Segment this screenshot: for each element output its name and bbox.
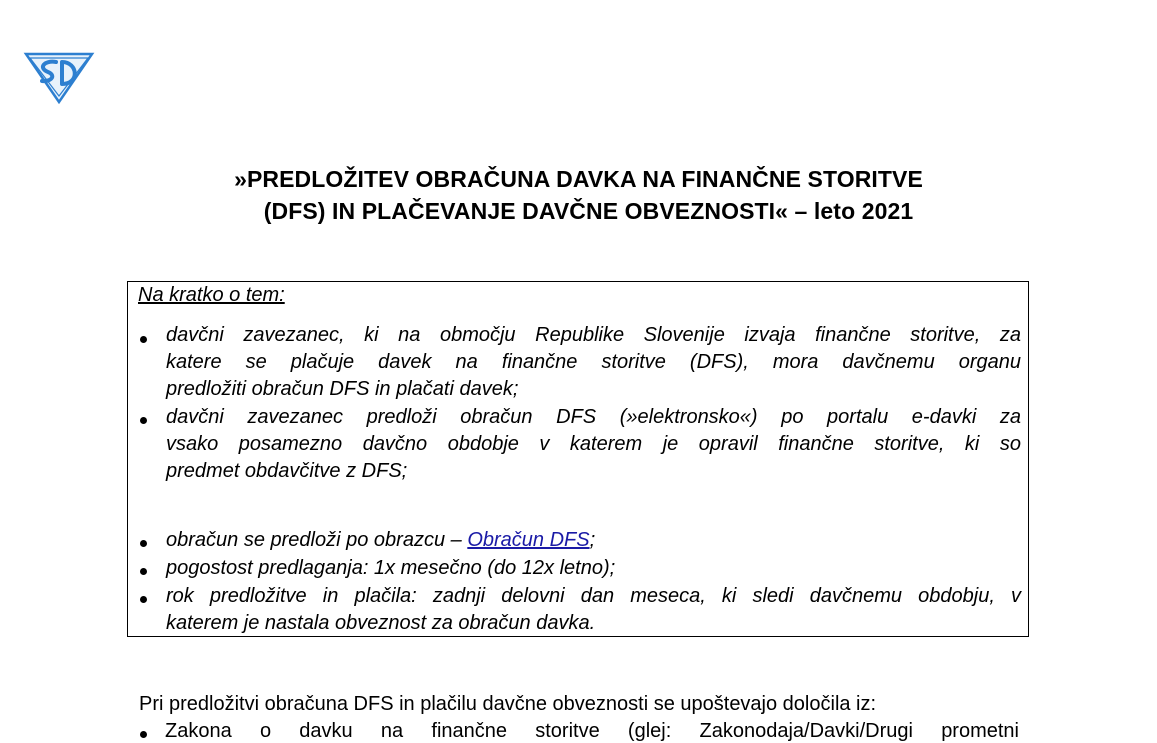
document-title-line-2: (DFS) IN PLAČEVANJE DAVČNE OBVEZNOSTI« – leto 2021 — [263, 198, 914, 224]
bullet-icon — [140, 336, 147, 343]
list-item: davčni zavezanec predloži obračun DFS (»elektronsko«) po portalu e-davki za vsako posamezno davčno obdobje v katerem je opravil finančne storitve, ki so predmet obdavčitve z DFS; — [166, 406, 1021, 482]
fursd-logo — [22, 50, 96, 104]
list-item: obračun se predloži po obrazcu – Obračun DFS; — [166, 529, 596, 551]
document-title-line-1: »PREDLOŽITEV OBRAČUNA DAVKA NA FINANČNE STORITVE — [234, 166, 923, 192]
bullet-icon — [140, 596, 147, 603]
list-item: rok predložitve in plačila: zadnji delovni dan meseca, ki sledi davčnemu obdobju, v katerem je nastala obveznost za obračun davka. — [166, 585, 1021, 634]
bullet-icon — [140, 568, 147, 575]
body-paragraph: Pri predložitvi obračuna DFS in plačilu davčne obveznosti se upoštevajo določila iz: — [139, 693, 877, 715]
summary-box — [127, 281, 1029, 637]
bullet-icon — [140, 417, 147, 424]
obracun-dfs-link[interactable]: Obračun DFS — [467, 529, 590, 551]
list-item: davčni zavezanec, ki na območju Republike Slovenije izvaja finančne storitve, za katere se plačuje davek na finančne storitve (DFS), mora davčnemu organu predložiti obračun DFS in plačati davek; — [166, 324, 1021, 400]
bullet-icon — [140, 540, 147, 547]
list-item: pogostost predlaganja: 1x mesečno (do 12x letno); — [166, 557, 616, 579]
list-item: Zakona o davku na finančne storitve (glej: Zakonodaja/Davki/Drugi prometni — [165, 720, 1019, 742]
bullet-icon — [140, 731, 147, 738]
summary-heading: Na kratko o tem: — [138, 284, 285, 306]
